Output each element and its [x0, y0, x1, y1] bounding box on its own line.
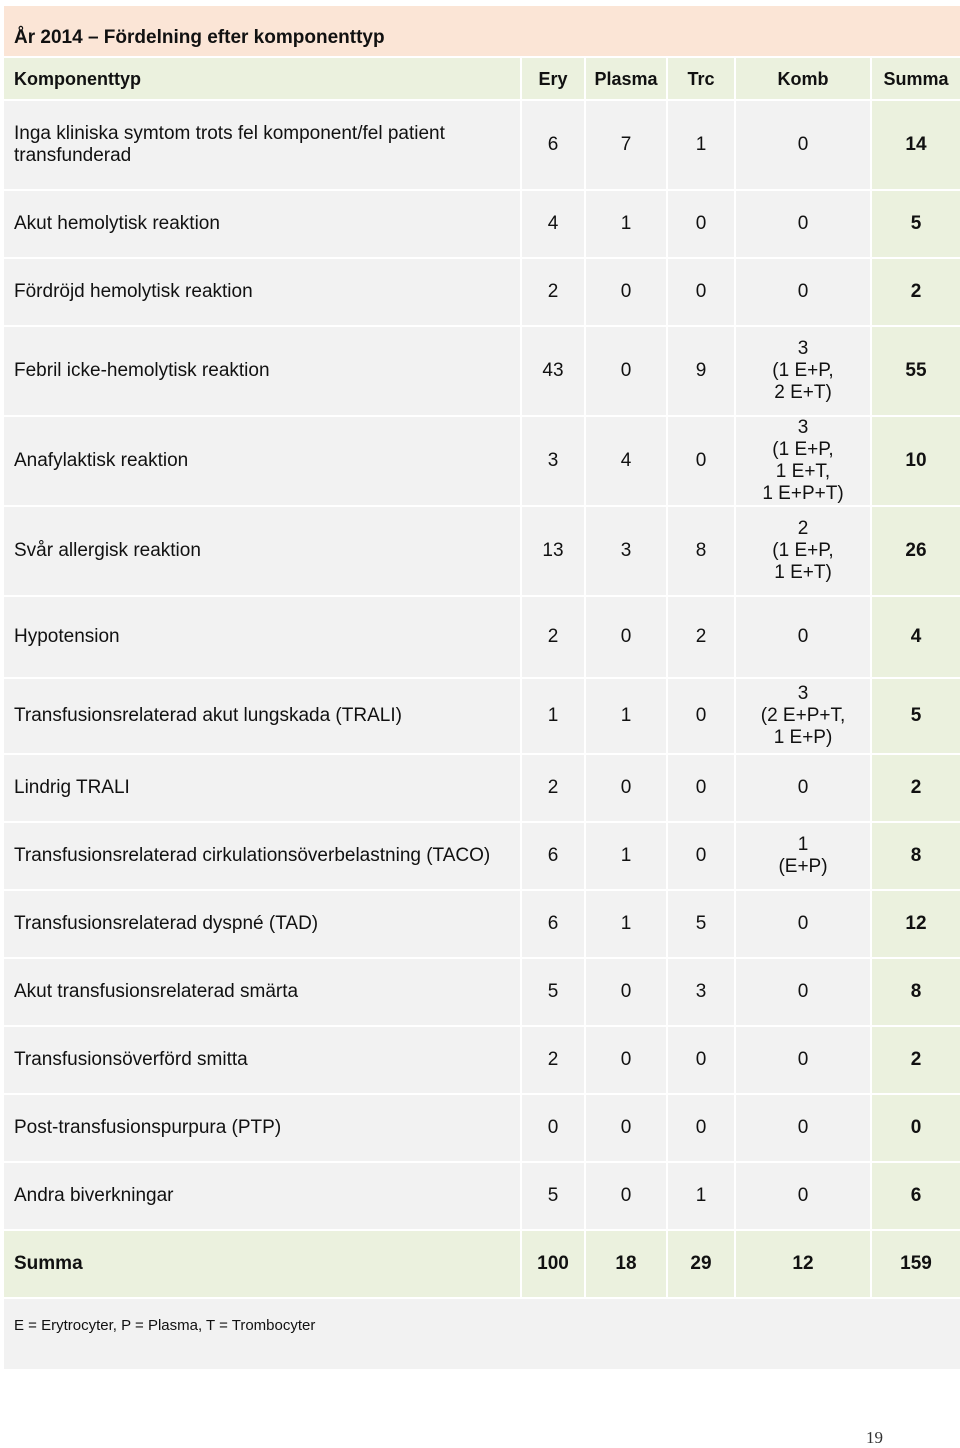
cell-trc: 0 — [668, 1027, 736, 1095]
cell-summa: 5 — [872, 191, 960, 259]
cell-ery: 4 — [522, 191, 586, 259]
cell-komb — [736, 1027, 872, 1095]
component-distribution-table — [4, 58, 960, 1299]
cell-komb — [736, 1095, 872, 1163]
row-label: Transfusionsrelaterad akut lungskada (TRALI) — [4, 679, 522, 755]
column-header: Komponenttyp — [4, 58, 522, 101]
cell-ery: 3 — [522, 417, 586, 507]
row-label: Transfusionsrelaterad dyspné (TAD) — [4, 891, 522, 959]
table-row — [4, 755, 960, 823]
cell-ery: 2 — [522, 1027, 586, 1095]
komb-line: 0 — [797, 213, 809, 234]
table-title: År 2014 – Fördelning efter komponenttyp — [4, 6, 960, 58]
cell-trc: 8 — [668, 507, 736, 597]
cell-trc: 1 — [668, 101, 736, 191]
cell-plasma: 0 — [586, 1027, 668, 1095]
header-row — [4, 58, 960, 101]
cell-ery: 1 — [522, 679, 586, 755]
table-row — [4, 1095, 960, 1163]
cell-komb — [736, 191, 872, 259]
cell-summa: 8 — [872, 823, 960, 891]
cell-komb — [736, 101, 872, 191]
column-header: Summa — [872, 58, 960, 101]
cell-komb — [736, 259, 872, 327]
row-label: Inga kliniska symtom trots fel komponent/fel patient transfunderad — [4, 101, 522, 191]
komb-line: 1 E+T, — [775, 461, 831, 482]
cell-plasma: 1 — [586, 891, 668, 959]
table-row — [4, 1027, 960, 1095]
cell-summa: 2 — [872, 755, 960, 823]
row-label: Febril icke-hemolytisk reaktion — [4, 327, 522, 417]
row-label: Lindrig TRALI — [4, 755, 522, 823]
komb-line: 3 — [797, 683, 809, 704]
table-row — [4, 507, 960, 597]
cell-trc: 0 — [668, 679, 736, 755]
cell-plasma: 0 — [586, 1095, 668, 1163]
cell-summa: 8 — [872, 959, 960, 1027]
cell-ery: 6 — [522, 823, 586, 891]
cell-ery: 5 — [522, 1163, 586, 1231]
report-table-section — [4, 6, 960, 1369]
cell-plasma: 3 — [586, 507, 668, 597]
total-label: Summa — [4, 1231, 522, 1299]
cell-summa: 55 — [872, 327, 960, 417]
cell-summa: 6 — [872, 1163, 960, 1231]
cell-ery: 2 — [522, 597, 586, 679]
cell-plasma: 4 — [586, 417, 668, 507]
cell-komb — [736, 959, 872, 1027]
komb-line: 0 — [797, 1185, 809, 1206]
table-row — [4, 679, 960, 755]
cell-ery: 0 — [522, 1095, 586, 1163]
cell-plasma: 1 — [586, 823, 668, 891]
komb-line: (1 E+P, — [772, 439, 834, 460]
cell-trc: 0 — [668, 1095, 736, 1163]
cell-plasma: 0 — [586, 1163, 668, 1231]
cell-trc: 0 — [668, 191, 736, 259]
cell-summa: 4 — [872, 597, 960, 679]
row-label: Fördröjd hemolytisk reaktion — [4, 259, 522, 327]
row-label: Svår allergisk reaktion — [4, 507, 522, 597]
cell-plasma: 0 — [586, 259, 668, 327]
column-header: Trc — [668, 58, 736, 101]
cell-trc: 5 — [668, 891, 736, 959]
cell-ery: 2 — [522, 755, 586, 823]
row-label: Transfusionsrelaterad cirkulationsöverbelastning (TACO) — [4, 823, 522, 891]
komb-line: 0 — [797, 134, 809, 155]
cell-ery: 6 — [522, 891, 586, 959]
total-row — [4, 1231, 960, 1299]
row-label: Andra biverkningar — [4, 1163, 522, 1231]
cell-ery: 13 — [522, 507, 586, 597]
cell-ery: 5 — [522, 959, 586, 1027]
cell-summa: 12 — [872, 891, 960, 959]
cell-trc: 1 — [668, 1163, 736, 1231]
cell-trc: 0 — [668, 417, 736, 507]
komb-line: 0 — [797, 281, 809, 302]
cell-komb — [736, 507, 872, 597]
cell-summa: 26 — [872, 507, 960, 597]
table-row — [4, 959, 960, 1027]
komb-line: (2 E+P+T, — [760, 705, 846, 726]
table-row — [4, 191, 960, 259]
cell-trc: 2 — [668, 597, 736, 679]
abbreviation-note: E = Erytrocyter, P = Plasma, T = Trombocyter — [4, 1299, 960, 1369]
cell-summa: 14 — [872, 101, 960, 191]
komb-line: 1 E+P+T) — [762, 483, 844, 504]
table-row — [4, 327, 960, 417]
cell-komb — [736, 327, 872, 417]
cell-plasma: 0 — [586, 597, 668, 679]
total-plasma: 18 — [586, 1231, 668, 1299]
cell-trc: 3 — [668, 959, 736, 1027]
komb-line: 0 — [797, 626, 809, 647]
cell-plasma: 1 — [586, 679, 668, 755]
cell-komb — [736, 891, 872, 959]
komb-line: 0 — [797, 1117, 809, 1138]
komb-line: 3 — [797, 338, 809, 359]
cell-summa: 10 — [872, 417, 960, 507]
komb-line: (E+P) — [778, 856, 828, 877]
cell-plasma: 1 — [586, 191, 668, 259]
cell-trc: 0 — [668, 259, 736, 327]
cell-trc: 9 — [668, 327, 736, 417]
cell-trc: 0 — [668, 823, 736, 891]
cell-trc: 0 — [668, 755, 736, 823]
row-label: Anafylaktisk reaktion — [4, 417, 522, 507]
total-summa: 159 — [872, 1231, 960, 1299]
cell-plasma: 0 — [586, 959, 668, 1027]
komb-line: 3 — [797, 417, 809, 438]
cell-komb — [736, 679, 872, 755]
komb-line: 1 E+T) — [774, 562, 832, 583]
row-label: Akut hemolytisk reaktion — [4, 191, 522, 259]
komb-line: 0 — [797, 913, 809, 934]
komb-line: 1 E+P) — [773, 727, 833, 748]
komb-line: 2 — [797, 518, 809, 539]
table-row — [4, 1163, 960, 1231]
komb-line: 0 — [797, 981, 809, 1002]
cell-ery: 2 — [522, 259, 586, 327]
row-label: Transfusionsöverförd smitta — [4, 1027, 522, 1095]
table-row — [4, 417, 960, 507]
cell-komb — [736, 417, 872, 507]
page-number: 19 — [866, 1428, 883, 1447]
komb-line: 0 — [797, 777, 809, 798]
row-label: Post-transfusionspurpura (PTP) — [4, 1095, 522, 1163]
cell-komb — [736, 755, 872, 823]
cell-summa: 2 — [872, 259, 960, 327]
cell-ery: 6 — [522, 101, 586, 191]
row-label: Akut transfusionsrelaterad smärta — [4, 959, 522, 1027]
row-label: Hypotension — [4, 597, 522, 679]
table-row — [4, 823, 960, 891]
cell-plasma: 0 — [586, 755, 668, 823]
komb-line: (1 E+P, — [772, 360, 834, 381]
komb-line: 2 E+T) — [774, 382, 832, 403]
cell-summa: 0 — [872, 1095, 960, 1163]
komb-line: 1 — [797, 834, 809, 855]
table-row — [4, 101, 960, 191]
cell-ery: 43 — [522, 327, 586, 417]
komb-line: 0 — [797, 1049, 809, 1070]
cell-komb — [736, 597, 872, 679]
cell-plasma: 0 — [586, 327, 668, 417]
total-komb: 12 — [736, 1231, 872, 1299]
cell-komb — [736, 1163, 872, 1231]
column-header: Plasma — [586, 58, 668, 101]
total-ery: 100 — [522, 1231, 586, 1299]
total-trc: 29 — [668, 1231, 736, 1299]
cell-summa: 2 — [872, 1027, 960, 1095]
table-row — [4, 891, 960, 959]
komb-line: (1 E+P, — [772, 540, 834, 561]
cell-komb — [736, 823, 872, 891]
cell-plasma: 7 — [586, 101, 668, 191]
column-header: Ery — [522, 58, 586, 101]
column-header: Komb — [736, 58, 872, 101]
table-row — [4, 597, 960, 679]
cell-summa: 5 — [872, 679, 960, 755]
table-row — [4, 259, 960, 327]
